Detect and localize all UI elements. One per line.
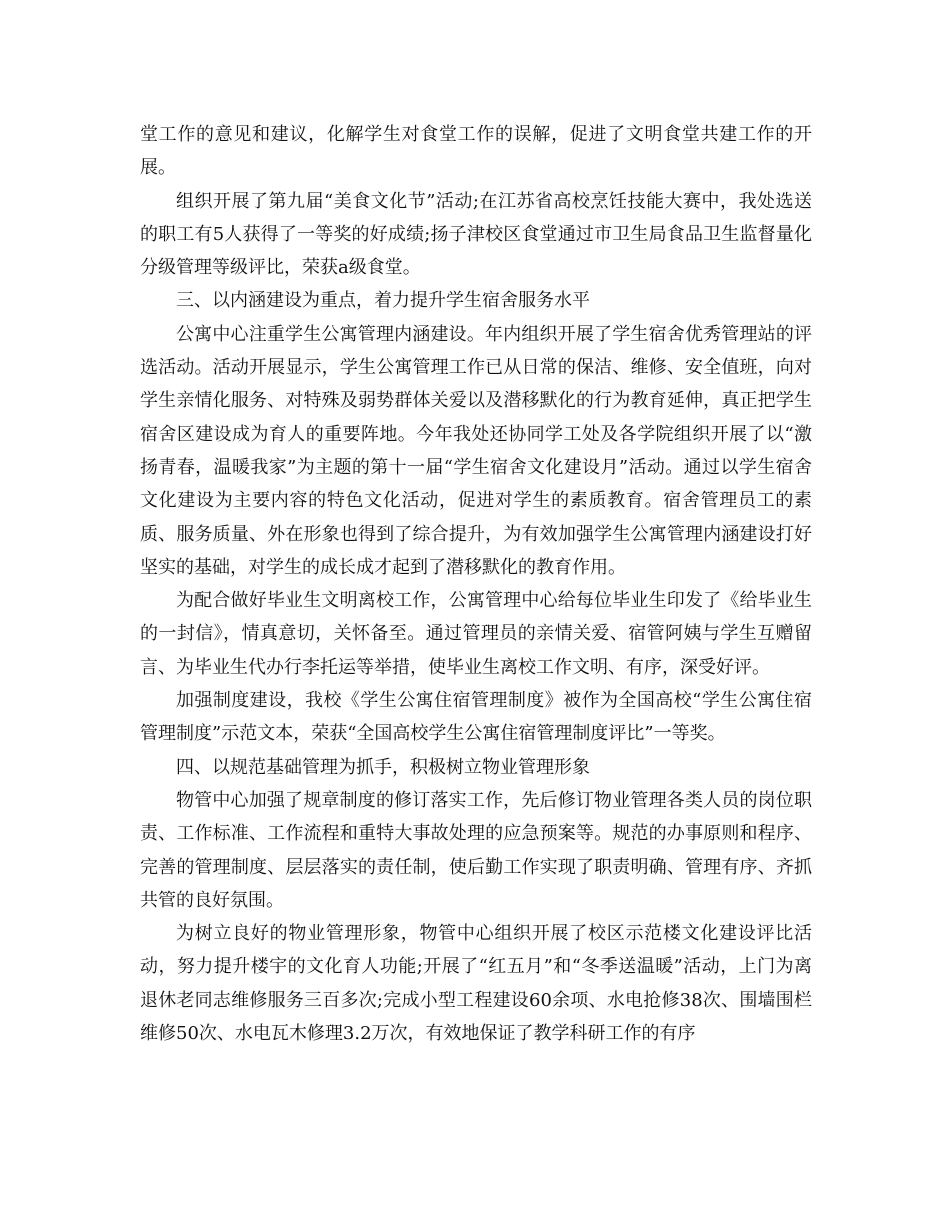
paragraph-property-rules: 物管中心加强了规章制度的修订落实工作，先后修订物业管理各类人员的岗位职责、工作标准、工作流程和重特大事故处理的应急预案等。规范的办事原则和程序、完善的管理制度、层层落实的责任制，使后勤工作实现了职责明确、管理有序、齐抓共管的良好氛围。: [140, 789, 812, 911]
section-heading-property: 四、以规范基础管理为抓手，积极树立物业管理形象: [176, 756, 590, 778]
paragraph-graduates: 为配合做好毕业生文明离校工作，公寓管理中心给每位毕业生印发了《给毕业生的一封信》，情真意切，关怀备至。通过管理员的亲情关爱、宿管阿姨与学生互赠留言、为毕业生代办行李托运等举措，使毕业生离校工作文明、有序，深受好评。: [140, 590, 812, 678]
paragraph-food-festival: 组织开展了第九届“美食文化节”活动;在江苏省高校烹饪技能大赛中，我处选送的职工有5人获得了一等奖的好成绩;扬子津校区食堂通过市卫生局食品卫生监督量化分级管理等级评比，荣获a级食堂。: [140, 190, 812, 279]
paragraph-property-image: 为树立良好的物业管理形象，物管中心组织开展了校区示范楼文化建设评比活动，努力提升楼宇的文化育人功能;开展了“红五月”和“冬季送温暖”活动，上门为离退休老同志维修服务三百多次;完成小型工程建设60余项、水电抢修38次、围墙围栏维修50次、水电瓦木修理3.2万次，有效地保证了教学科研工作的有序: [140, 923, 812, 1045]
section-heading-dormitory: 三、以内涵建设为重点，着力提升学生宿舍服务水平: [176, 290, 590, 312]
paragraph-regulations: 加强制度建设，我校《学生公寓住宿管理制度》被作为全国高校“学生公寓住宿管理制度”示范文本，荣获“全国高校学生公寓住宿管理制度评比”一等奖。: [140, 690, 812, 745]
paragraph-apartment-center: 公寓中心注重学生公寓管理内涵建设。年内组织开展了学生宿舍优秀管理站的评选活动。活动开展显示，学生公寓管理工作已从日常的保洁、维修、安全值班，向对学生亲情化服务、对特殊及弱势群体关爱以及潜移默化的行为教育延伸，真正把学生宿舍区建设成为育人的重要阵地。今年我处还协同学工处及各学院组织开展了以“激扬青春，温暖我家”为主题的第十一届“学生宿舍文化建设月”活动。通过以学生宿舍文化建设为主要内容的特色文化活动，促进对学生的素质教育。宿舍管理员工的素质、服务质量、外在形象也得到了综合提升，为有效加强学生公寓管理内涵建设打好坚实的基础，对学生的成长成才起到了潜移默化的教育作用。: [140, 323, 812, 578]
document-page: [140, 118, 812, 1050]
paragraph-canteen-continued: 堂工作的意见和建议，化解学生对食堂工作的误解，促进了文明食堂共建工作的开展。: [140, 124, 812, 179]
